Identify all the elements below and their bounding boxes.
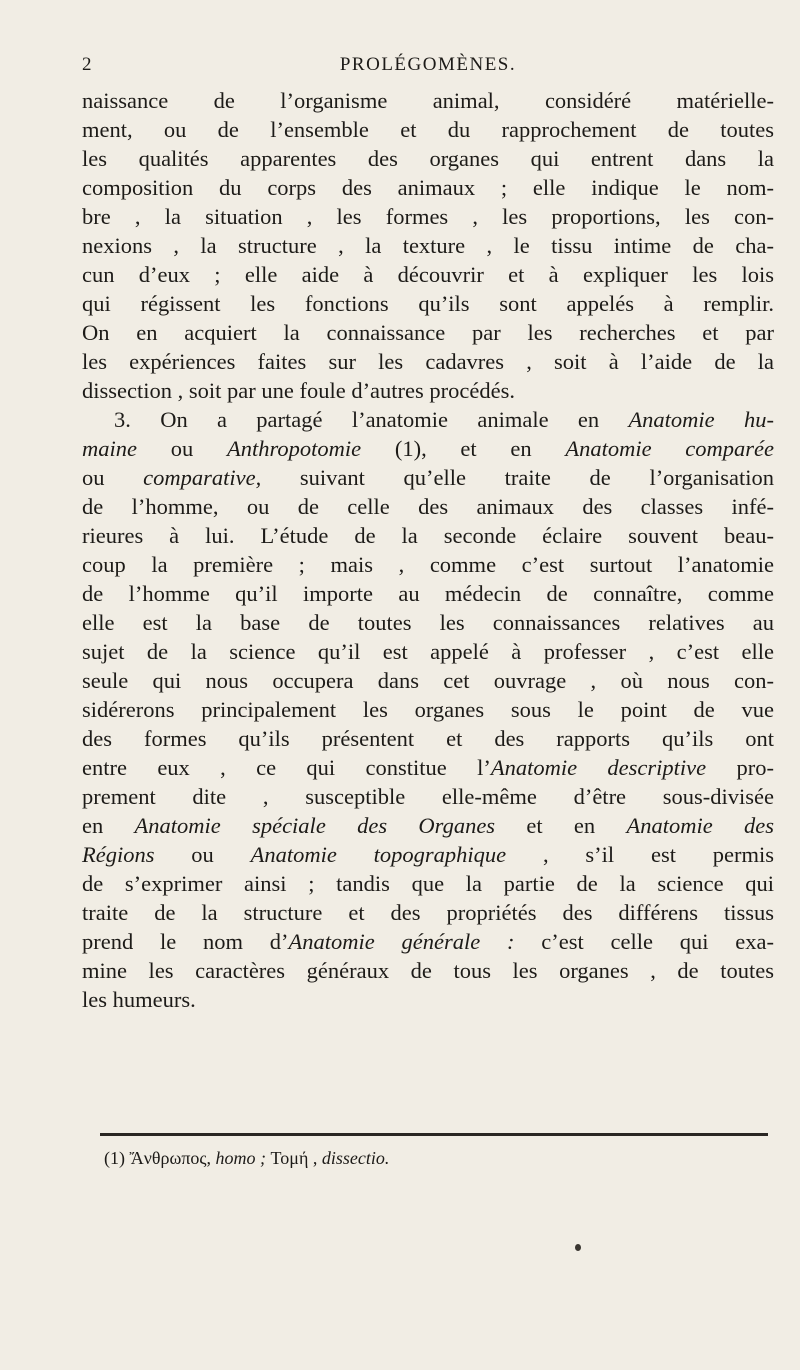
text-line — [82, 782, 774, 811]
text-segment: suivant qu’elle traite de l’organisation — [261, 465, 775, 490]
footnote-latin-dissectio: dissectio. — [321, 1148, 390, 1168]
text-segment: 3. On a partagé l’anatomie animale en — [114, 407, 629, 432]
text-segment: sidérerons principalement les organes sous le point de vue — [82, 697, 774, 722]
text-line — [82, 927, 774, 956]
ink-speck — [575, 1244, 581, 1251]
footnote — [104, 1148, 389, 1169]
italic-term: comparative, — [143, 465, 262, 490]
text-line — [82, 695, 774, 724]
text-segment: et en — [495, 813, 627, 838]
text-segment: mine les caractères généraux de tous les organes , de toutes — [82, 958, 774, 983]
text-line — [82, 86, 774, 115]
text-line — [82, 811, 774, 840]
text-line — [82, 434, 774, 463]
text-line — [82, 173, 774, 202]
text-segment: en — [82, 813, 135, 838]
text-segment: composition du corps des animaux ; elle indique le nom- — [82, 175, 774, 200]
body-text — [82, 86, 774, 1014]
text-segment: bre , la situation , les formes , les proportions, les con- — [82, 204, 774, 229]
italic-term: Anatomie comparée — [565, 436, 774, 461]
footnote-rule — [100, 1133, 768, 1136]
text-segment: nexions , la structure , la texture , le tissu intime de cha- — [82, 233, 774, 258]
text-line — [82, 869, 774, 898]
text-segment: des formes qu’ils présentent et des rapports qu’ils ont — [82, 726, 774, 751]
text-segment: seule qui nous occupera dans cet ouvrage , où nous con- — [82, 668, 774, 693]
text-line — [82, 260, 774, 289]
text-line — [82, 550, 774, 579]
footnote-greek-tome: Τομή , — [270, 1148, 318, 1168]
text-segment: les humeurs. — [82, 987, 196, 1012]
text-segment: coup la première ; mais , comme c’est surtout l’anatomie — [82, 552, 774, 577]
text-segment: entre eux , ce qui constitue l’ — [82, 755, 491, 780]
footnote-latin-homo: homo ; — [215, 1148, 267, 1168]
text-line — [82, 231, 774, 260]
text-segment: de s’exprimer ainsi ; tandis que la partie de la science qui — [82, 871, 774, 896]
text-segment: dissection , soit par une foule d’autres procédés. — [82, 378, 515, 403]
text-line — [82, 956, 774, 985]
text-line — [82, 666, 774, 695]
text-line — [82, 579, 774, 608]
italic-term: maine — [82, 436, 137, 461]
text-segment: cun d’eux ; elle aide à découvrir et à expliquer les lois — [82, 262, 774, 287]
text-line — [82, 376, 774, 405]
text-segment: On en acquiert la connaissance par les recherches et par — [82, 320, 774, 345]
text-segment: prement dite , susceptible elle-même d’être sous-divisée — [82, 784, 774, 809]
text-line — [82, 521, 774, 550]
text-segment: rieures à lui. L’étude de la seconde éclaire souvent beau- — [82, 523, 774, 548]
text-line — [82, 898, 774, 927]
text-line — [82, 985, 774, 1014]
footnote-greek-homo: Ἄνθρωπος, — [129, 1148, 212, 1168]
text-segment: ou — [137, 436, 227, 461]
italic-term: Anatomie générale : — [288, 929, 515, 954]
text-segment: ou — [82, 465, 144, 490]
text-segment: , s’il est permis — [506, 842, 775, 867]
text-line — [82, 463, 774, 492]
text-segment: (1), et en — [361, 436, 566, 461]
text-line — [82, 318, 774, 347]
text-line — [82, 115, 774, 144]
text-segment: de l’homme, ou de celle des animaux des classes infé- — [82, 494, 774, 519]
italic-term: Anatomie topographique — [250, 842, 507, 867]
text-segment: les expériences faites sur les cadavres , soit à l’aide de la — [82, 349, 774, 374]
page-number: 2 — [82, 54, 93, 75]
text-segment: sujet de la science qu’il est appelé à professer , c’est elle — [82, 639, 774, 664]
text-line — [82, 492, 774, 521]
italic-term: Anatomie hu- — [628, 407, 774, 432]
text-line — [82, 637, 774, 666]
text-segment: elle est la base de toutes les connaissances relatives au — [82, 610, 774, 635]
text-line — [82, 405, 774, 434]
italic-term: Anatomie spéciale des Organes — [134, 813, 496, 838]
text-line — [82, 753, 774, 782]
text-line — [82, 289, 774, 318]
text-line — [82, 202, 774, 231]
text-line — [82, 840, 774, 869]
footnote-marker: (1) — [104, 1148, 125, 1168]
text-segment: prend le nom d’ — [82, 929, 289, 954]
text-segment: qui régissent les fonctions qu’ils sont appelés à remplir. — [82, 291, 774, 316]
text-segment: de l’homme qu’il importe au médecin de connaître, comme — [82, 581, 774, 606]
italic-term: Anatomie descriptive — [490, 755, 707, 780]
text-segment: ou — [154, 842, 251, 867]
text-segment: les qualités apparentes des organes qui entrent dans la — [82, 146, 774, 171]
text-segment: c’est celle qui exa- — [514, 929, 774, 954]
running-head — [82, 54, 774, 80]
text-segment: pro- — [706, 755, 774, 780]
text-line — [82, 347, 774, 376]
running-title: PROLÉGOMÈNES. — [339, 54, 517, 75]
text-line — [82, 724, 774, 753]
italic-term: Régions — [82, 842, 155, 867]
text-line — [82, 608, 774, 637]
text-line — [82, 144, 774, 173]
text-segment: traite de la structure et des propriétés des différens tissus — [82, 900, 774, 925]
italic-term: Anatomie des — [626, 813, 774, 838]
italic-term: Anthropotomie — [226, 436, 362, 461]
text-segment: ment, ou de l’ensemble et du rapprochement de toutes — [82, 117, 774, 142]
text-segment: naissance de l’organisme animal, considéré matérielle- — [82, 88, 774, 113]
